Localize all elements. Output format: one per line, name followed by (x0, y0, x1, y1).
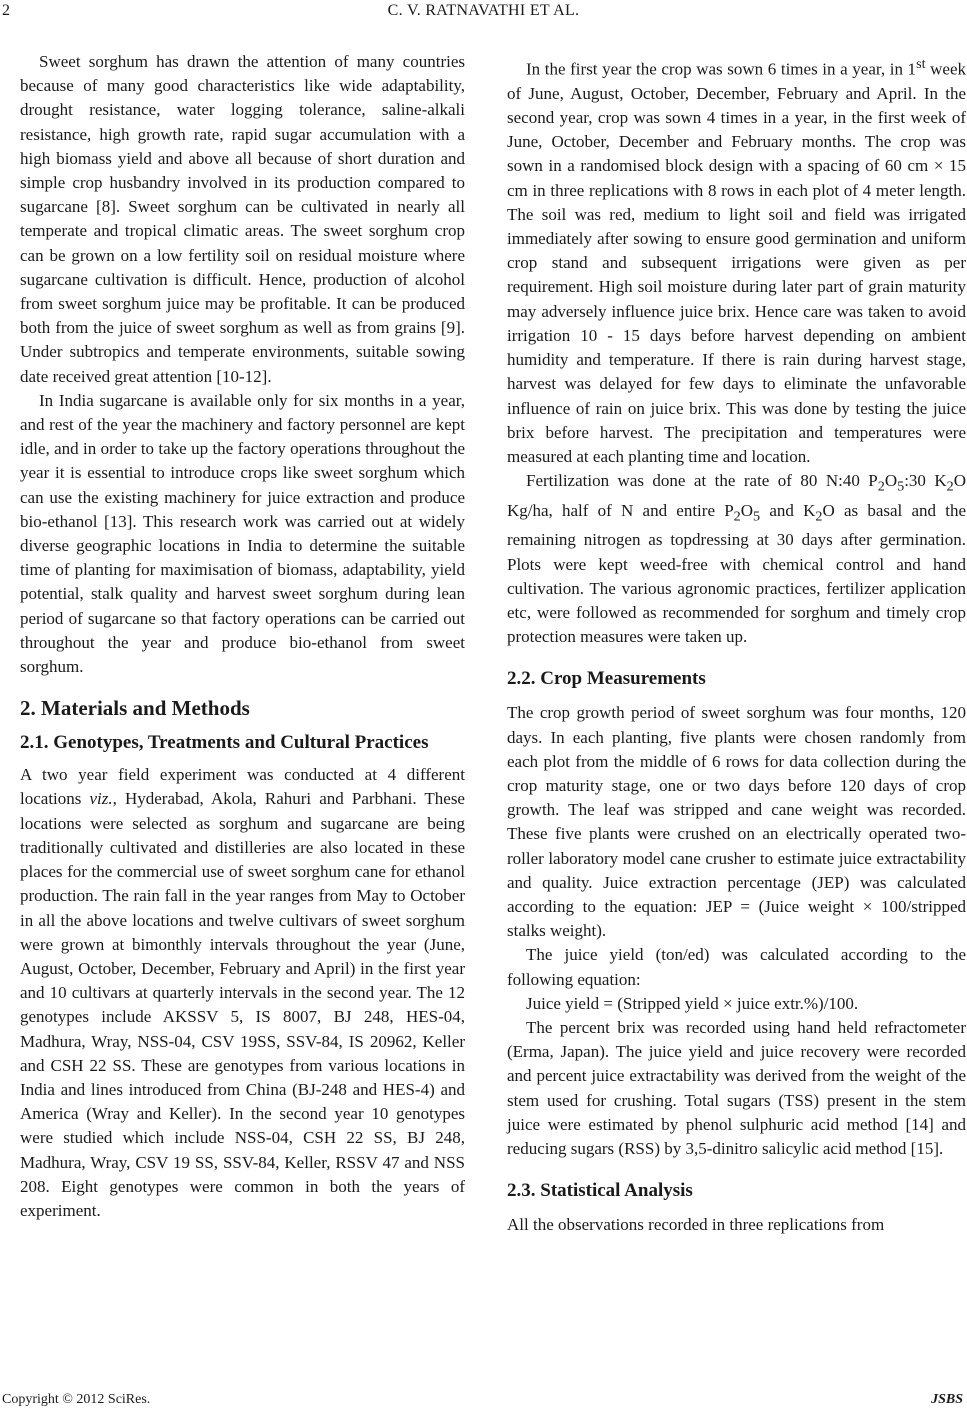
section-heading: 2. Materials and Methods (20, 696, 250, 721)
page-footer (0, 1392, 967, 1414)
paragraph: Sweet sorghum has drawn the attention of many countries because of many good characteristics like wide adaptability, drought resistance, water logging tolerance, saline-alkali resistance, high growth rate, rapid sugar accumulation with a high biomass yield and above all because of short duration and simple crop husbandry involved in its production compared to sugarcane [8]. Sweet sorghum can be cultivated in nearly all temperate and tropical climatic areas. The sweet sorghum crop can be grown on a low fertility soil on residual moisture where sugarcane cultivation is difficult. Hence, production of alcohol from sweet sorghum juice may be profitable. It can be produced both from the juice of sweet sorghum as well as from grains [9]. Under subtropics and temperate environments, suitable sowing date received great attention [10-12]. (20, 52, 465, 386)
text-run: Fertilization was done at the rate of 80 N:40 P (526, 471, 878, 491)
page-number: 2 (2, 2, 10, 19)
paragraph (507, 469, 966, 649)
text-run: O Kg/ha, half of N and entire P (507, 471, 967, 520)
subsection-heading: 2.3. Statistical Analysis (507, 1180, 693, 1202)
text-run: A two year field experiment was conducted at 4 different locations (20, 765, 465, 809)
subscript: 5 (897, 478, 905, 495)
text-run: week of June, August, October, December, February and April. In the second year, crop was sown 4 times in a year, in the first week of June, October, December and February months. The crop was sown in a randomised block design with a spacing of 60 cm × 15 cm in three replications with 8 rows in each plot of 4 meter length. The soil was red, medium to light soil and field was irrigated immediately after sowing to ensure good germination and uniform crop stand and subsequent irrigations were given as per requirement. High soil moisture during later part of grain maturity may adversely influence juice brix. Hence care was taken to avoid irrigation 10 - 15 days before harvest depending on ambient humidity and temperature. If there is rain during harvest stage, harvest was delayed for few days to eliminate the unfavorable influence of rain on juice brix. This was done by testing the juice brix before harvest. The precipitation and temperatures were measured at each planting time and location. (507, 59, 966, 466)
subscript: 2 (733, 508, 741, 525)
copyright-notice: Copyright © 2012 SciRes. (2, 1392, 151, 1407)
paragraph: The percent brix was recorded using hand held refractometer (Erma, Japan). The juice yield and juice recovery were recorded and percent juice extractability was derived from the weight of the stem used for crushing. Total sugars (TSS) present in the stem juice were estimated by phenol sulphuric acid method [14] and reducing sugars (RSS) by 3,5-dinitro salicylic acid method [15]. (507, 1017, 966, 1158)
subscript: 5 (753, 508, 761, 525)
paragraph: In India sugarcane is available only for six months in a year, and rest of the year the machinery and factory personnel are kept idle, and in order to take up the factory operations throughout the year it is essential to introduce crops like sweet sorghum which can use the existing machinery for juice extraction and produce bio-ethanol [13]. This research work was carried out at widely diverse geographic locations in India to determine the suitable time of planting for maximisation of biomass, adaptability, yield potential, stalk quality and harvest sweet sorghum during lean period of sugarcane so that factory operations can be carried out throughout the year and produce bio-ethanol from sweet sorghum. (20, 390, 465, 677)
equation-line: Juice yield = (Stripped yield × juice extr.%)/100. (526, 993, 859, 1013)
superscript: st (916, 56, 926, 72)
text-run: O as basal and the remaining nitrogen as topdressing at 30 days after germination. Plots were kept weed-free with chemical control and hand cultivation. The various agronomic practices, fertilizer application etc, were followed as recommended for sorghum and timely crop protection measures were taken up. (507, 500, 966, 647)
paragraph: All the observations recorded in three replications from (507, 1215, 885, 1235)
text-run: :30 K (904, 471, 947, 491)
subsection-heading: 2.1. Genotypes, Treatments and Cultural Practices (20, 732, 429, 754)
journal-abbreviation: JSBS (931, 1392, 963, 1407)
subscript: 2 (946, 478, 954, 495)
subscript: 2 (877, 478, 885, 495)
text-run: O (884, 471, 898, 491)
running-title: C. V. RATNAVATHI ET AL. (387, 2, 580, 19)
subsection-heading: 2.2. Crop Measurements (507, 668, 706, 690)
text-run: and K (760, 500, 816, 520)
paragraph: The juice yield (ton/ed) was calculated according to the following equation: (507, 945, 966, 989)
paragraph: The crop growth period of sweet sorghum was four months, 120 days. In each planting, five plants were chosen randomly from each plot from the middle of 6 rows for data collection during the crop maturity stage, one or two days before 120 days of crop growth. The leaf was stripped and cane weight was recorded. These five plants were crushed on an electrically operated two-roller laboratory model cane crusher to estimate juice extractability and quality. Juice extraction percentage (JEP) was calculated according to the equation: JEP = (Juice weight × 100/stripped stalks weight). (507, 703, 966, 941)
text-run: , Hyderabad, Akola, Rahuri and Parbhani. These locations were selected as sorghum and sugarcane are being traditionally cultivated and distilleries are also located in these places for the commercial use of sweet sorghum cane for ethanol production. The rain fall in the year ranges from May to October in all the above locations and twelve cultivars of sweet sorghum were grown at bimonthly intervals throughout the year (June, August, October, December, February and April) in the first year and 10 cultivars at quarterly intervals in the second year. The 12 genotypes include AKSSV 5, IS 8007, BJ 248, HES-04, Madhura, Wray, NSS-04, CSV 19SS, SSV-84, IS 20962, Keller and CSH 22 SS. These are genotypes from various locations in India and lines introduced from China (BJ-248 and HES-4) and America (Wray and Keller). In the second year 10 genotypes were studied which include NSS-04, CSH 22 SS, BJ 248, Madhura, Wray, CSV 19 SS, SSV-84, Keller, RSSV 47 and NSS 208. Eight genotypes were common in both the years of experiment. (20, 789, 465, 1220)
text-run-italic: viz. (89, 789, 113, 809)
page-header (0, 0, 967, 26)
subscript: 2 (815, 508, 823, 525)
paragraph (20, 763, 465, 1223)
right-column (507, 52, 966, 1237)
text-run: O (740, 500, 754, 520)
paragraph (507, 52, 966, 469)
text-run: In the first year the crop was sown 6 times in a year, in 1 (526, 59, 917, 79)
left-column (20, 50, 465, 1223)
